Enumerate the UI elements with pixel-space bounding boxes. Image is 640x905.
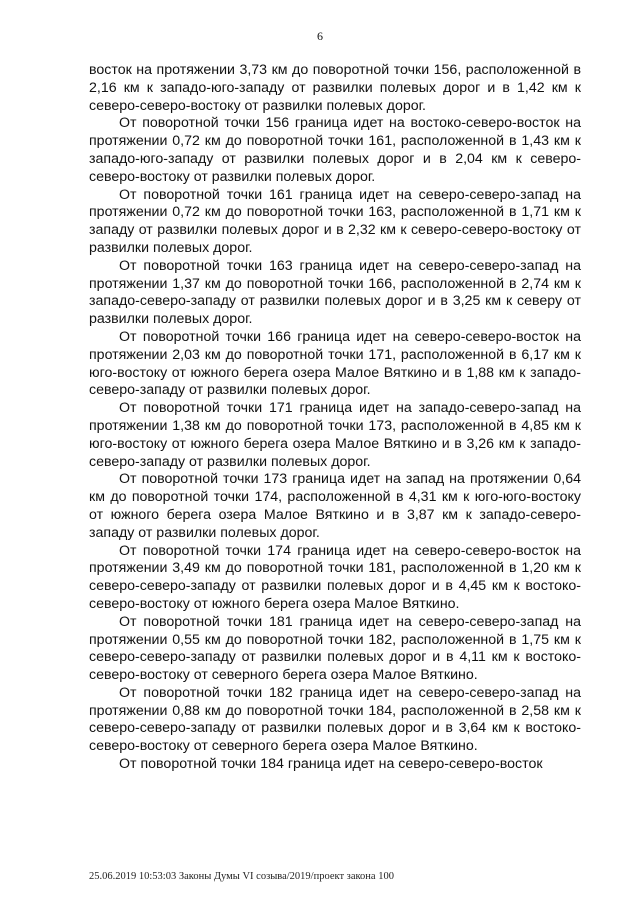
paragraph: От поворотной точки 171 граница идет на западо-северо-запад на протяжении 1,38 км до поворотной точки 173, расположенной в 4,85 км к юго-востоку от южного берега озера Малое Вяткино и в 3,26 км к западо-северо-западу от развилки полевых дорог. <box>89 400 581 470</box>
paragraph: От поворотной точки 174 граница идет на северо-северо-восток на протяжении 3,49 км до поворотной точки 181, расположенной в 1,20 км к северо-северо-западу от развилки полевых дорог и в 4,45 км к востоко-северо-востоку от южного берега озера Малое Вяткино. <box>89 542 581 612</box>
paragraph: От поворотной точки 166 граница идет на северо-северо-восток на протяжении 2,03 км до поворотной точки 171, расположенной в 6,17 км к юго-востоку от южного берега озера Малое Вяткино и в 1,88 км к западо-северо-западу от развилки полевых дорог. <box>89 328 581 399</box>
page-number: 6 <box>317 29 323 43</box>
paragraph: От поворотной точки 181 граница идет на северо-северо-запад на протяжении 0,55 км до поворотной точки 182, расположенной в 1,75 км к северо-северо-западу от развилки полевых дорог и в 4,11 км к востоко-северо-востоку от северного берега озера Малое Вяткино. <box>89 613 581 684</box>
page-footer: 25.06.2019 10:53:03 Законы Думы VI созыва/2019/проект закона 100 <box>89 871 394 882</box>
paragraph: От поворотной точки 156 граница идет на востоко-северо-восток на протяжении 0,72 км до поворотной точки 161, расположенной в 1,43 км к западо-юго-западу от развилки полевых дорог и в 2,04 км к северо-северо-востоку от развилки полевых дорог. <box>89 115 581 185</box>
paragraph: От поворотной точки 163 граница идет на северо-северо-запад на протяжении 1,37 км до поворотной точки 166, расположенной в 2,74 км к западо-северо-западу от развилки полевых дорог и в 3,25 км к северу от развилки полевых дорог. <box>89 257 581 328</box>
paragraph: От поворотной точки 184 граница идет на северо-северо-восток <box>119 756 543 773</box>
paragraph: восток на протяжении 3,73 км до поворотной точки 156, расположенной в 2,16 км к западо-юго-западу от развилки полевых дорог и в 1,42 км к северо-северо-востоку от развилки полевых дорог. <box>89 62 581 114</box>
paragraph: От поворотной точки 182 граница идет на северо-северо-запад на протяжении 0,88 км до поворотной точки 184, расположенной в 2,58 км к северо-северо-западу от развилки полевых дорог и в 3,64 км к востоко-северо-востоку от северного берега озера Малое Вяткино. <box>89 684 581 755</box>
paragraph: От поворотной точки 173 граница идет на запад на протяжении 0,64 км до поворотной точки 174, расположенной в 4,31 км к юго-юго-востоку от южного берега озера Малое Вяткино и в 3,87 км к западо-северо-западу от развилки полевых дорог. <box>89 471 581 541</box>
paragraph: От поворотной точки 161 граница идет на северо-северо-запад на протяжении 0,72 км до поворотной точки 163, расположенной в 1,71 км к западу от развилки полевых дорог и в 2,32 км к северо-северо-востоку от развилки полевых дорог. <box>89 186 581 256</box>
document-body <box>89 62 581 774</box>
